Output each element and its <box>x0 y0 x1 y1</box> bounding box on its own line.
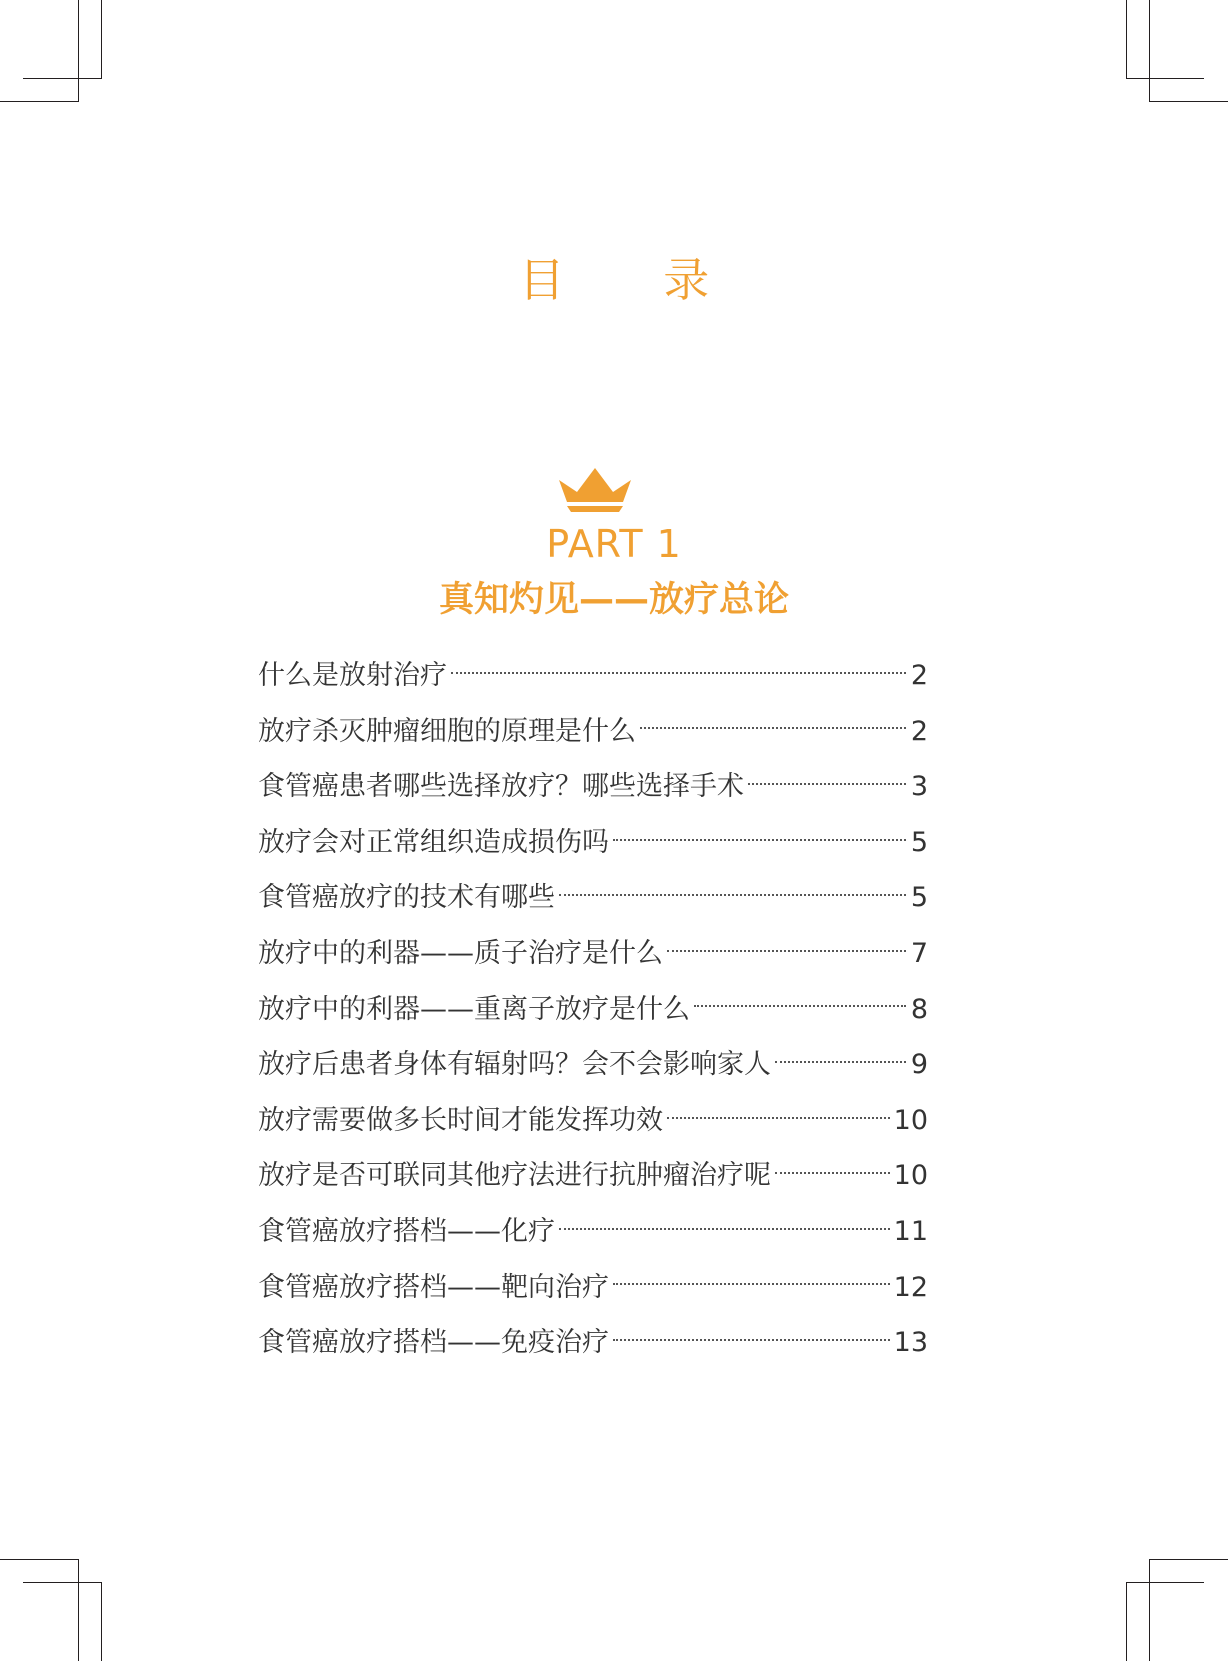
toc-entry[interactable] <box>258 1037 928 1093</box>
crop-mark <box>0 1559 78 1560</box>
toc-entry[interactable] <box>258 1093 928 1149</box>
dot-leader <box>640 727 906 729</box>
crop-mark <box>1126 1582 1127 1661</box>
toc-entry-title: 放疗中的利器——重离子放疗是什么 <box>258 993 690 1025</box>
toc-entry-title: 放疗中的利器——质子治疗是什么 <box>258 937 663 969</box>
toc-entry-title: 什么是放射治疗 <box>258 660 447 691</box>
crop-mark <box>78 0 79 102</box>
dot-leader <box>559 1228 890 1230</box>
dot-leader <box>748 783 906 785</box>
table-of-contents <box>258 648 928 1371</box>
toc-entry-page: 5 <box>910 826 928 858</box>
crop-mark <box>1126 0 1127 79</box>
dot-leader <box>559 894 906 896</box>
toc-entry-page: 8 <box>910 993 928 1025</box>
dot-leader <box>694 1005 906 1007</box>
toc-entry-title: 食管癌放疗搭档——化疗 <box>258 1215 555 1247</box>
part-subtitle: 真知灼见——放疗总论 <box>438 580 789 620</box>
toc-entry[interactable] <box>258 926 928 982</box>
dot-leader <box>667 950 906 952</box>
part-label: PART 1 <box>546 522 682 566</box>
toc-entry-page: 2 <box>910 715 928 747</box>
toc-entry-page: 10 <box>893 1104 928 1136</box>
toc-entry-title: 放疗是否可联同其他疗法进行抗肿瘤治疗呢 <box>258 1160 771 1192</box>
toc-entry-title: 食管癌放疗的技术有哪些 <box>258 882 555 914</box>
toc-entry[interactable] <box>258 1315 928 1371</box>
page-title: 目 录 <box>518 253 752 307</box>
toc-entry-page: 13 <box>893 1327 928 1359</box>
toc-entry-page: 3 <box>910 771 928 803</box>
crown-icon <box>555 466 635 516</box>
toc-entry-title: 放疗会对正常组织造成损伤吗 <box>258 826 609 858</box>
toc-entry[interactable] <box>258 759 928 815</box>
toc-entry-page: 9 <box>910 1049 928 1081</box>
dot-leader <box>613 839 906 841</box>
toc-entry-title: 放疗杀灭肿瘤细胞的原理是什么 <box>258 715 636 747</box>
toc-entry-title: 食管癌放疗搭档——靶向治疗 <box>258 1271 609 1303</box>
crop-mark <box>1149 1559 1228 1560</box>
crop-mark <box>1149 101 1228 102</box>
dot-leader <box>613 1339 890 1341</box>
toc-entry[interactable] <box>258 815 928 871</box>
toc-entry-page: 12 <box>893 1271 928 1303</box>
crop-mark <box>101 1582 102 1661</box>
toc-entry-page: 7 <box>910 937 928 969</box>
toc-entry-title: 放疗需要做多长时间才能发挥功效 <box>258 1104 663 1136</box>
toc-entry-title: 食管癌放疗搭档——免疫治疗 <box>258 1327 609 1359</box>
crop-mark <box>1149 1559 1150 1661</box>
toc-entry-page: 2 <box>910 660 928 691</box>
toc-entry[interactable] <box>258 704 928 760</box>
toc-entry[interactable] <box>258 1204 928 1260</box>
crop-mark <box>1126 78 1204 79</box>
crop-mark <box>78 1559 79 1661</box>
crop-mark <box>23 1582 101 1583</box>
toc-entry[interactable] <box>258 1260 928 1316</box>
dot-leader <box>613 1283 890 1285</box>
dot-leader <box>775 1061 906 1063</box>
crop-mark <box>0 101 78 102</box>
toc-entry-page: 5 <box>910 882 928 914</box>
toc-entry[interactable] <box>258 982 928 1038</box>
toc-entry[interactable] <box>258 870 928 926</box>
crop-mark <box>1126 1582 1204 1583</box>
toc-entry-title: 放疗后患者身体有辐射吗？会不会影响家人 <box>258 1049 771 1081</box>
toc-entry[interactable] <box>258 1148 928 1204</box>
crop-mark <box>1149 0 1150 102</box>
dot-leader <box>667 1117 890 1119</box>
toc-entry[interactable] <box>258 648 928 704</box>
dot-leader <box>451 672 906 674</box>
toc-entry-title: 食管癌患者哪些选择放疗？哪些选择手术 <box>258 771 744 803</box>
toc-entry-page: 10 <box>893 1160 928 1192</box>
toc-entry-page: 11 <box>893 1215 928 1247</box>
crop-mark <box>23 78 101 79</box>
crop-mark <box>101 0 102 79</box>
dot-leader <box>775 1172 890 1174</box>
